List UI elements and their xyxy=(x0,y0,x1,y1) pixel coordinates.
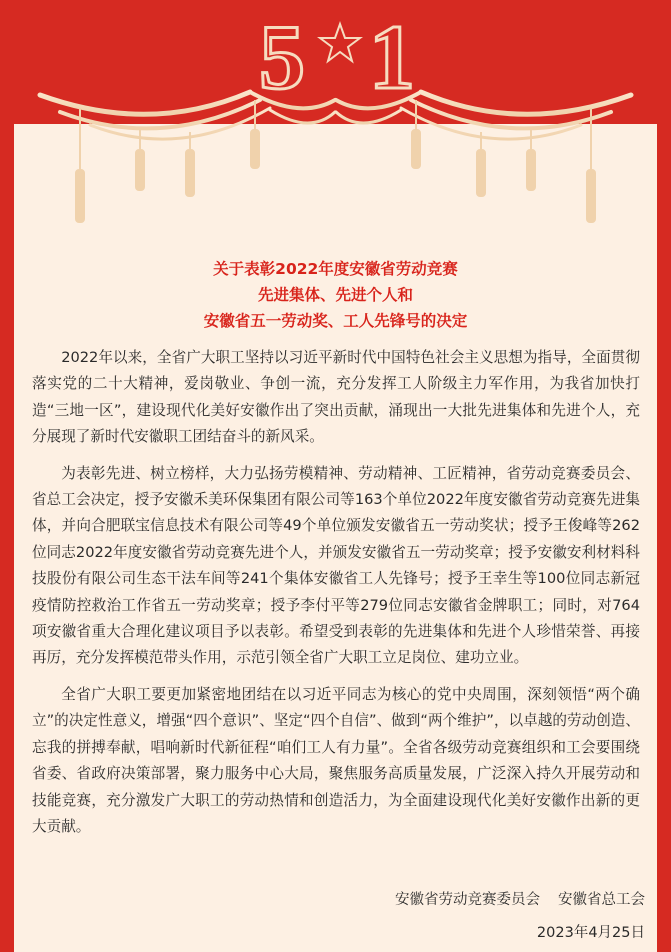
document-body xyxy=(32,345,640,850)
signature-date: 2023年4月25日 xyxy=(536,925,645,941)
signature-block xyxy=(395,889,645,911)
digit-one: 1 xyxy=(369,6,415,108)
title-line-2: 先进集体、先进个人和 xyxy=(257,286,413,304)
paragraph-2: 为表彰先进、树立榜样，大力弘扬劳模精神、劳动精神、工匠精神，省劳动竞赛委员会、省总工会决定，授予安徽禾美环保集团有限公司等163个单位2022年度安徽省劳动竞赛先进集体，并向合肥联宝信息技术有限公司等49个单位颁发安徽省五一劳动奖状；授予王俊峰等262位同志2022年度安徽省劳动竞赛先进个人，并颁发安徽省五一劳动奖章；授予安徽安利材料科技股份有限公司生态干法车间等241个集体安徽省工人先锋号；授予王幸生等100位同志新冠疫情防控救治工作省五一劳动奖章；授予李付平等279位同志安徽省金牌职工；同时，对764项安徽省重大合理化建议项目予以表彰。希望受到表彰的先进集体和先进个人珍惜荣誉、再接再厉，充分发挥模范带头作用，示范引领全省广大职工立足岗位、建功立业。 xyxy=(32,464,640,667)
may-day-banner xyxy=(0,0,671,240)
document-title xyxy=(0,256,671,334)
digit-five: 5 xyxy=(259,6,305,108)
title-line-1: 关于表彰2022年度安徽省劳动竞赛 xyxy=(213,260,458,278)
signature-org-1: 安徽省劳动竞赛委员会 xyxy=(395,892,540,908)
paragraph-3: 全省广大职工要更加紧密地团结在以习近平同志为核心的党中央周围，深刻领悟“两个确立”的决定性意义，增强“四个意识”、坚定“四个自信”、做到“两个维护”，以卓越的劳动创造、忘我的拼搏奉献，唱响新时代新征程“咱们工人有力量”。全省各级劳动竞赛组织和工会要围绕省委、省政府决策部署，聚力服务中心大局，聚焦服务高质量发展，广泛深入持久开展劳动和技能竞赛，充分激发广大职工的劳动热情和创造活力，为全面建设现代化美好安徽作出新的更大贡献。 xyxy=(32,685,640,835)
paragraph-1: 2022年以来，全省广大职工坚持以习近平新时代中国特色社会主义思想为指导，全面贯彻落实党的二十大精神，爱岗敬业、争创一流，充分发挥工人阶级主力军作用，为我省加快打造“三地一区”，建设现代化美好安徽作出了突出贡献，涌现出一大批先进集体和先进个人，充分展现了新时代安徽职工团结奋斗的新风采。 xyxy=(32,349,640,446)
signature-org-2: 安徽省总工会 xyxy=(558,892,645,908)
title-line-3: 安徽省五一劳动奖、工人先锋号的决定 xyxy=(203,312,468,330)
